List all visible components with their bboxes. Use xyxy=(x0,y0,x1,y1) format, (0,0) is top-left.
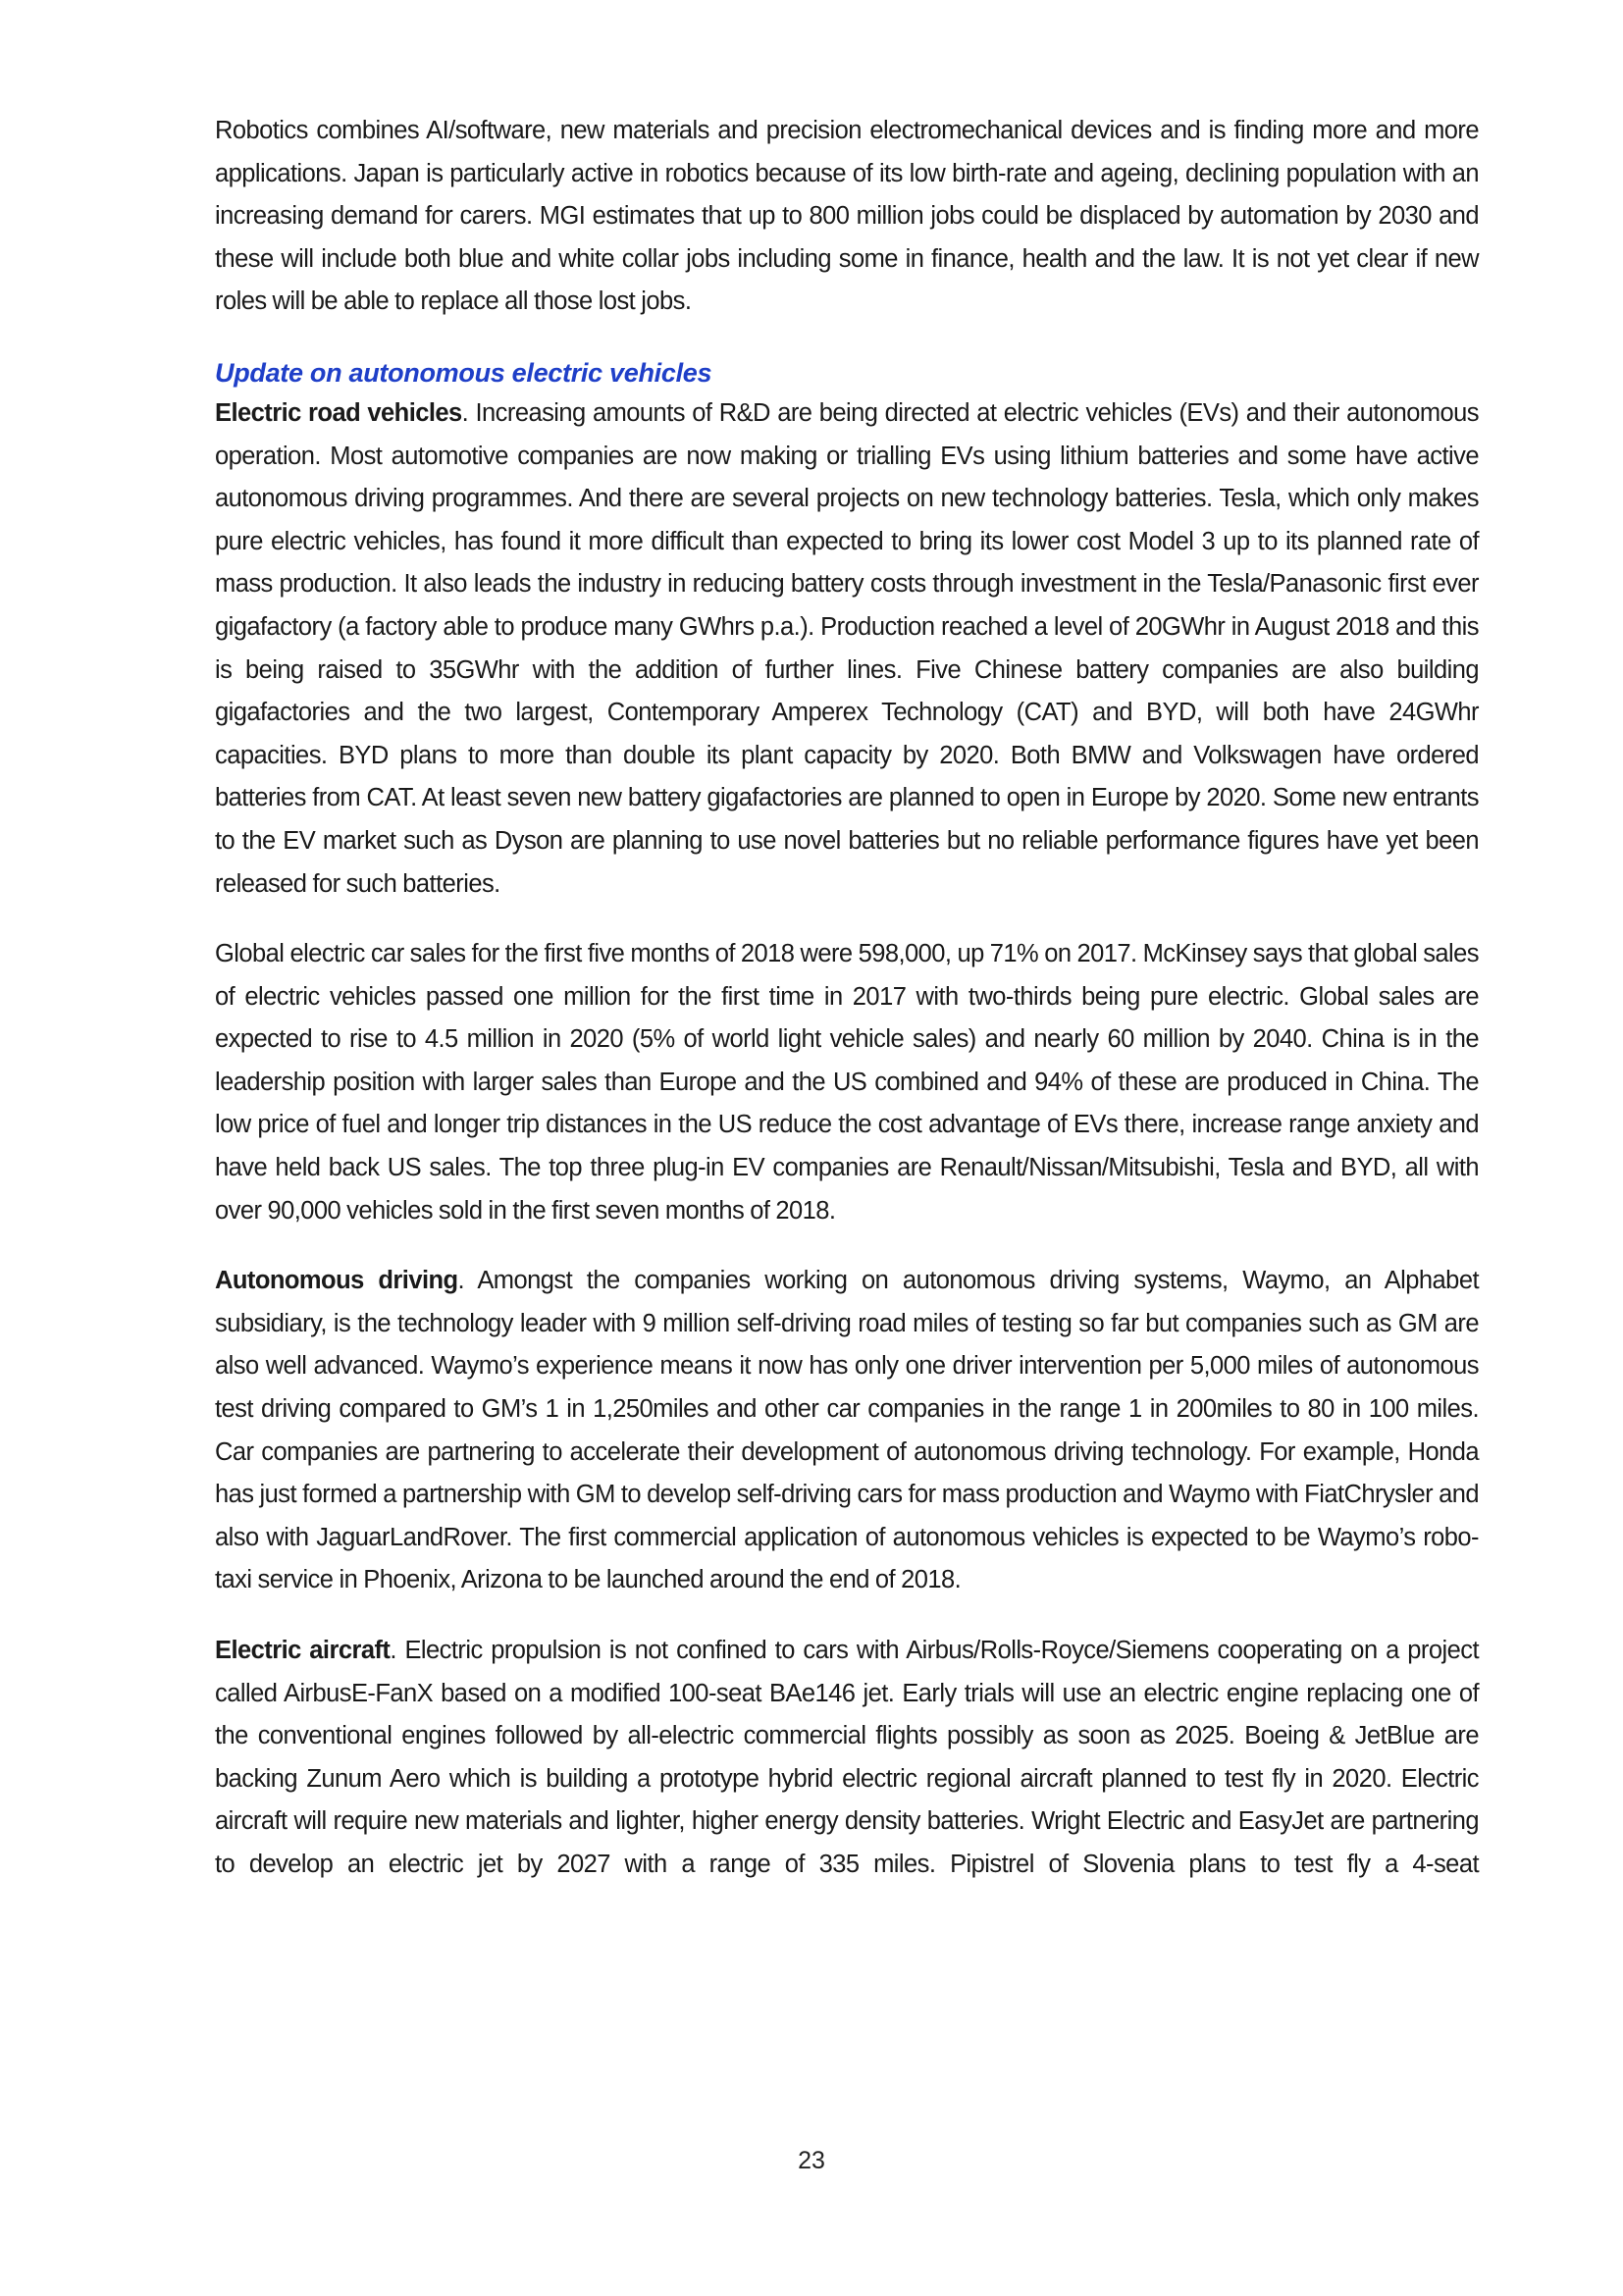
paragraph-global-sales xyxy=(215,933,1479,1232)
paragraph-text: . Increasing amounts of R&D are being directed at electric vehicles (EVs) and their autonomous operation. Most automotive companies are now making or trialling EVs using lithium batteries and some have active autonomous driving programmes. And there are several projects on new technology batteries. Tesla, which only makes pure electric vehicles, has found it more difficult than expected to bring its lower cost Model 3 up to its planned rate of mass production. It also leads the industry in reducing battery costs through investment in the Tesla/Panasonic first ever gigafactory (a factory able to produce many GWhrs p.a.). Production reached a level of 20GWhr in August 2018 and this is being raised to 35GWhr with the addition of further lines. Five Chinese battery companies are also building gigafactories and the two largest, Contemporary Amperex Technology (CAT) and BYD, will both have 24GWhr capacities. BYD plans to more than double its plant capacity by 2020. Both BMW and Volkswagen have ordered batteries from CAT. At least seven new battery gigafactories are planned to open in Europe by 2020. Some new entrants to the EV market such as Dyson are planning to use novel batteries but no reliable performance figures have yet been released for such batteries. xyxy=(215,398,1480,898)
paragraph-text: Global electric car sales for the first five months of 2018 were 598,000, up 71% on 2017. McKinsey says that global sales of electric vehicles passed one million for the first time in 2017 with two-thirds being pure electric. Global sales are expected to rise to 4.5 million in 2020 (5% of world light vehicle sales) and nearly 60 million by 2040. China is in the leadership position with larger sales than Europe and the US combined and 94% of these are produced in China. The low price of fuel and longer trip distances in the US reduce the cost advantage of EVs there, increase range anxiety and have held back US sales. The top three plug-in EV companies are Renault/Nissan/Mitsubishi, Tesla and BYD, all with over 90,000 vehicles sold in the first seven months of 2018. xyxy=(215,940,1479,1225)
paragraph-text: . Electric propulsion is not confined to cars with Airbus/Rolls-Royce/Siemens cooperating on a project called AirbusE-FanX based on a modified 100-seat BAe146 jet. Early trials will use an electric engine replacing one of the conventional engines followed by all-electric commercial flights possibly as soon as 2025. Boeing & JetBlue are backing Zunum Aero which is building a prototype hybrid electric regional aircraft planned to test fly in 2020. Electric aircraft will require new materials and lighter, higher energy density batteries. Wright Electric and EasyJet are partnering to develop an electric jet by 2027 with a range of 335 miles. Pipistrel of Slovenia plans to test fly a 4-seat xyxy=(215,1637,1479,1878)
paragraph-lead: Electric road vehicles xyxy=(215,398,462,427)
document-page xyxy=(215,110,1479,1887)
paragraph-autonomous-driving xyxy=(215,1260,1479,1602)
paragraph-electric-aircraft xyxy=(215,1630,1479,1887)
paragraph-text: . Amongst the companies working on autonomous driving systems, Waymo, an Alphabet subsidiary, is the technology leader with 9 million self-driving road miles of testing so far but companies such as GM are also well advanced. Waymo’s experience means it now has only one driver intervention per 5,000 miles of autonomous test driving compared to GM’s 1 in 1,250miles and other car companies in the range 1 in 200miles to 80 in 100 miles. Car companies are partnering to accelerate their development of autonomous driving technology. For example, Honda has just formed a partnership with GM to develop self-driving cars for mass production and Waymo with FiatChrysler and also with JaguarLandRover. The first commercial application of autonomous vehicles is expected to be Waymo’s robo-taxi service in Phoenix, Arizona to be launched around the end of 2018. xyxy=(215,1267,1479,1594)
intro-paragraph: Robotics combines AI/software, new materials and precision electromechanical devices and is finding more and more applications. Japan is particularly active in robotics because of its low birth-rate and ageing, declining population with an increasing demand for carers. MGI estimates that up to 800 million jobs could be displaced by automation by 2030 and these will include both blue and white collar jobs including some in finance, health and the law. It is not yet clear if new roles will be able to replace all those lost jobs. xyxy=(215,117,1479,316)
paragraph-lead: Autonomous driving xyxy=(215,1267,458,1295)
section-heading: Update on autonomous electric vehicles xyxy=(215,357,712,388)
paragraph-electric-road-vehicles xyxy=(215,392,1479,906)
paragraph-lead: Electric aircraft xyxy=(215,1637,391,1664)
page-number: 23 xyxy=(798,2147,825,2174)
